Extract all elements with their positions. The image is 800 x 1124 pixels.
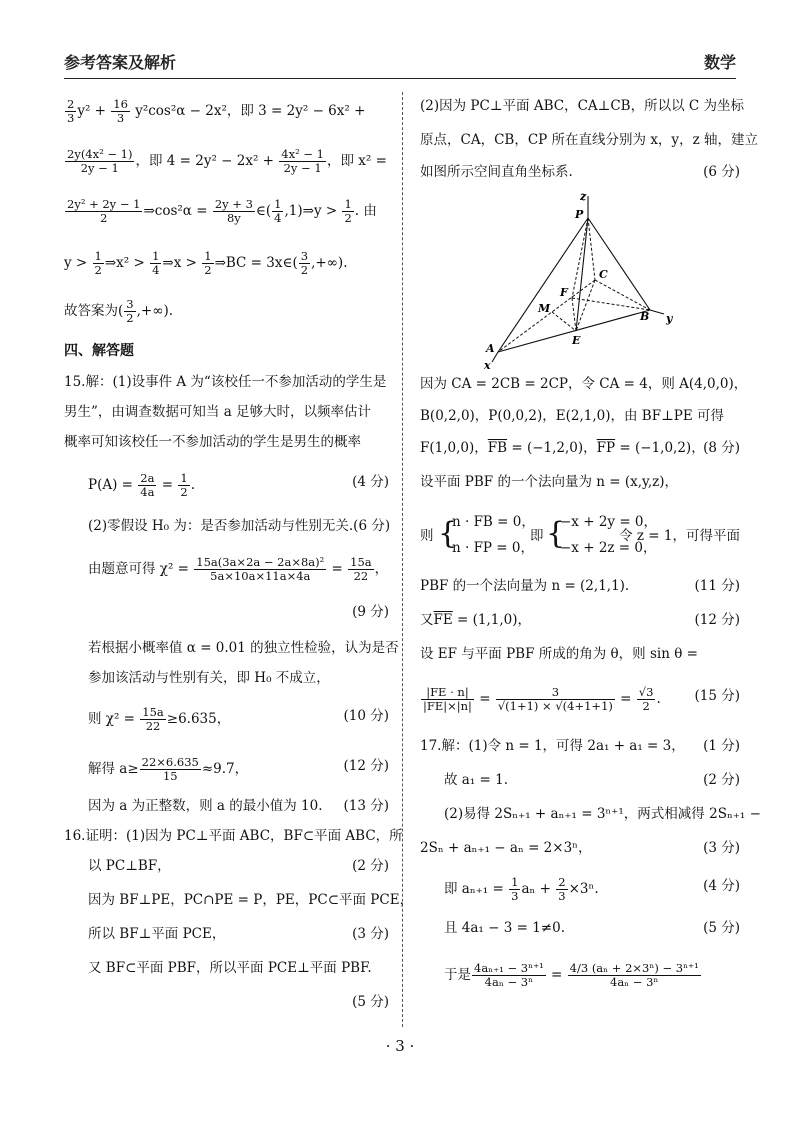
section-heading: 四、解答题 bbox=[64, 343, 134, 359]
score: (1 分) bbox=[703, 738, 740, 754]
frac: $\frac{1}{4}$ bbox=[274, 197, 282, 225]
r-line-7: 设平面 PBF 的一个法向量为 n = (x,y,z)， bbox=[420, 474, 679, 490]
eq-line-1: $\frac{2}{3}$ y² + $\frac{16}{3}$ y²cos²α − 2x²，即 3 = 2y² − 6x² + bbox=[67, 97, 366, 125]
eq-line-3: $\frac{\text{2y² + 2y − 1}}{2}$ ⇒cos²α = $\frac{2y + 3}{8y}$ ∈( $\frac{1}{4}$ ,1)⇒y > $\frac{1}{2}$ . 由 bbox=[67, 197, 377, 225]
frac: $\frac{\text{4/3 (aₙ + 2×3ⁿ) − 3ⁿ⁺¹}}{\text{4aₙ − 3ⁿ}}$ bbox=[569, 961, 699, 989]
frac: $\frac{|FE \cdot n|}{|FE|\times|n|}$ bbox=[423, 685, 472, 713]
score: (9 分) bbox=[352, 604, 389, 620]
frac: $\frac{2}{3}$ bbox=[67, 97, 75, 125]
q15-line-2: 男生”，由调查数据可知当 a 足够大时，以频率估计 bbox=[64, 404, 372, 420]
axis-y bbox=[650, 310, 664, 314]
frac: $\frac{16}{3}$ bbox=[113, 97, 128, 125]
frac: $\frac{22\times 6.635}{15}$ bbox=[141, 755, 199, 783]
r-line-6: F(1,0,0)，$\overline{FB} = (-1,2,0)$，$\overline{FP} = (-1,0,2)$， (8 分) bbox=[420, 440, 740, 456]
frac: $\frac{1}{4}$ bbox=[152, 249, 160, 277]
label-x: x bbox=[484, 359, 491, 372]
r-line-10: 又$\overline{FE} = (1,1,0)$， (12 分) bbox=[420, 612, 740, 628]
label-b: B bbox=[640, 310, 650, 323]
answer-line: 故答案为( $\frac{3}{2}$ ,+∞). bbox=[64, 297, 174, 325]
page-number: · 3 · bbox=[385, 1037, 415, 1055]
score: (4 分) bbox=[703, 878, 740, 894]
q15-line-6: 由题意可得 χ² = $\frac{\text{15a(3a×2a − 2a×8a)²}}{5a\times 10a\times 11a\times 4a}$ = $\frac{15a}{22}$ ， bbox=[88, 555, 389, 583]
page-header bbox=[64, 44, 736, 79]
frac: $\frac{\text{2y(4x² − 1)}}{2y - 1}$ bbox=[67, 147, 133, 175]
r-line-9: PBF 的一个法向量为 n = (2,1,1). (11 分) bbox=[420, 578, 740, 594]
frac: $\frac{\text{2y² + 2y − 1}}{2}$ bbox=[67, 197, 141, 225]
score: (10 分) bbox=[343, 708, 389, 724]
frac: $\frac{\text{4aₙ₊₁ − 3ⁿ⁺¹}}{\text{4aₙ − 3ⁿ}}$ bbox=[474, 961, 544, 989]
r-line-1: (2)因为 PC⊥平面 ABC，CA⊥CB，所以以 C 为坐标 bbox=[420, 98, 744, 114]
eq-line-2: $\frac{\text{2y(4x² − 1)}}{2y - 1}$ ，即 4 = 2y² − 2x² + $\frac{\text{4x² − 1}}{2y - 1}$ ，即 x² = bbox=[67, 147, 387, 175]
q15-line-9: 参加该活动与性别有关，即 H₀ 不成立， bbox=[88, 670, 330, 686]
q16-line-5: 又 BF⊂平面 PBF，所以平面 PCE⊥平面 PBF. bbox=[88, 960, 372, 976]
frac: $\frac{15a}{22}$ bbox=[350, 555, 372, 583]
q17-line-2: 故 a₁ = 1. (2 分) bbox=[444, 772, 740, 788]
r-line-2: 原点，CA，CB，CP 所在直线分别为 x，y，z 轴，建立 bbox=[420, 132, 758, 148]
label-p: P bbox=[575, 208, 584, 221]
label-e: E bbox=[572, 334, 581, 347]
frac: $\frac{1}{2}$ bbox=[204, 249, 212, 277]
r-line-5: B(0,2,0)，P(0,0,2)，E(2,1,0)，由 BF⊥PE 可得 bbox=[420, 408, 725, 424]
q16-line-1: 16.证明：(1)因为 PC⊥平面 ABC，BF⊂平面 ABC，所 bbox=[64, 828, 403, 844]
r-line-11: 设 EF 与平面 PBF 所成的角为 θ，则 sin θ = bbox=[420, 646, 698, 662]
q15-line-5: (2)零假设 H₀ 为：是否参加活动与性别无关.(6 分) bbox=[88, 518, 391, 534]
label-c: C bbox=[599, 268, 608, 281]
frac: $\frac{2y + 3}{8y}$ bbox=[214, 197, 253, 225]
score: (5 分) bbox=[703, 920, 740, 936]
header-subject: 数学 bbox=[703, 52, 736, 72]
q17-line-6: 且 4a₁ − 3 = 1≠0. (5 分) bbox=[444, 920, 740, 936]
q15-line-11: 解得 a≥ $\frac{22\times 6.635}{15}$ ≈9.7， (12 分) bbox=[88, 755, 389, 783]
q15-line-8: 若根据小概率值 α = 0.01 的独立性检验，认为是否 bbox=[88, 640, 399, 656]
frac: $\frac{1}{2}$ bbox=[344, 197, 352, 225]
r-line-12: $\frac{|FE \cdot n|}{|FE|\times|n|}$ = $\frac{3}{√(1+1) \times √(4+1+1)}$ = $\frac{√3}{2}$ . (15 分) bbox=[423, 685, 740, 713]
system-of-equations: 则 { n · FB = 0， n · FP = 0， 即 { −x + 2y = 0， −x + 2z = 0， 令 z = 1，可得平面 bbox=[420, 514, 740, 556]
column-divider bbox=[402, 92, 403, 1027]
frac: $\frac{2}{3}$ bbox=[558, 875, 566, 903]
edge-fe bbox=[572, 298, 576, 331]
q16-line-4: 所以 BF⊥平面 PCE， (3 分) bbox=[88, 926, 389, 942]
edge-me bbox=[552, 312, 576, 331]
score: (2 分) bbox=[703, 772, 740, 788]
edge-pb bbox=[588, 218, 650, 310]
score: (8 分) bbox=[703, 440, 740, 456]
frac: $\frac{√3}{2}$ bbox=[638, 685, 654, 713]
r-line-4: 因为 CA = 2CB = 2CP，令 CA = 4，则 A(4,0,0)， bbox=[420, 376, 748, 392]
q15-line-4: P(A) = $\frac{2a}{4a}$ = $\frac{1}{2}$ . (4 分) bbox=[88, 471, 389, 499]
frac: $\frac{\text{15a(3a×2a − 2a×8a)²}}{5a\times 10a\times 11a\times 4a}$ bbox=[196, 555, 325, 583]
label-a: A bbox=[486, 342, 495, 355]
score: (13 分) bbox=[343, 798, 389, 814]
score: (6 分) bbox=[703, 164, 740, 180]
frac: $\frac{2a}{4a}$ bbox=[140, 471, 155, 499]
r-line-3: 如图所示空间直角坐标系. (6 分) bbox=[420, 164, 740, 180]
frac: $\frac{3}{2}$ bbox=[300, 249, 309, 277]
score: (15 分) bbox=[694, 688, 740, 704]
score: (4 分) bbox=[352, 474, 389, 490]
score: (12 分) bbox=[343, 758, 389, 774]
geometry-figure bbox=[480, 192, 710, 372]
frac: $\frac{1}{2}$ bbox=[180, 471, 188, 499]
q15-line-1: 15.解：(1)设事件 A 为“该校任一不参加活动的学生是 bbox=[64, 374, 387, 390]
edge-fb bbox=[572, 298, 650, 310]
frac: $\frac{\text{4x² − 1}}{2y - 1}$ bbox=[281, 147, 324, 175]
q15-line-12: 因为 a 为正整数，则 a 的最小值为 10. (13 分) bbox=[88, 798, 389, 814]
score: (3 分) bbox=[703, 840, 740, 856]
score: (3 分) bbox=[352, 926, 389, 942]
label-y: y bbox=[666, 312, 673, 325]
score: (12 分) bbox=[694, 612, 740, 628]
edge-pa bbox=[498, 218, 588, 352]
frac: $\frac{1}{2}$ bbox=[94, 249, 102, 277]
q17-line-1: 17.解：(1)令 n = 1，可得 2a₁ + a₁ = 3， (1 分) bbox=[420, 738, 740, 754]
q17-line-5: 即 aₙ₊₁ = $\frac{1}{3}$ aₙ + $\frac{2}{3}$ ×3ⁿ. (4 分) bbox=[444, 875, 740, 903]
q17-line-4: 2Sₙ + aₙ₊₁ − aₙ = 2×3ⁿ， (3 分) bbox=[420, 840, 740, 856]
q17-line-3: (2)易得 2Sₙ₊₁ + aₙ₊₁ = 3ⁿ⁺¹，两式相减得 2Sₙ₊₁ − bbox=[444, 806, 761, 822]
q17-line-7: 于是 $\frac{\text{4aₙ₊₁ − 3ⁿ⁺¹}}{\text{4aₙ − 3ⁿ}}$ = $\frac{\text{4/3 (aₙ + 2×3ⁿ) − 3ⁿ⁺¹}}{\text{4aₙ − 3ⁿ}}$ bbox=[444, 961, 699, 989]
score: (2 分) bbox=[352, 858, 389, 874]
q15-line-3: 概率可知该校任一不参加活动的学生是男生的概率 bbox=[64, 434, 361, 450]
label-f: F bbox=[560, 286, 568, 299]
score: (11 分) bbox=[694, 578, 740, 594]
frac: $\frac{1}{3}$ bbox=[511, 875, 519, 903]
eq-line-4: y > $\frac{1}{2}$ ⇒x² > $\frac{1}{4}$ ⇒x > $\frac{1}{2}$ ⇒BC = 3x∈( $\frac{3}{2}$ ,+∞). bbox=[64, 249, 348, 277]
label-m: M bbox=[538, 302, 551, 315]
frac: $\frac{3}{2}$ bbox=[126, 297, 134, 325]
q16-line-2: 以 PC⊥BF， (2 分) bbox=[88, 858, 389, 874]
frac: $\frac{15a}{22}$ bbox=[142, 705, 164, 733]
header-title: 参考答案及解析 bbox=[64, 52, 177, 72]
q16-line-3: 因为 BF⊥PE，PC∩PE = P，PE，PC⊂平面 PCE， bbox=[88, 892, 414, 908]
q15-line-10: 则 χ² = $\frac{15a}{22}$ ≥6.635， (10 分) bbox=[88, 705, 389, 733]
frac: $\frac{3}{√(1+1) \times √(4+1+1)}$ bbox=[497, 685, 613, 713]
label-z: z bbox=[580, 192, 587, 203]
score: (5 分) bbox=[352, 994, 389, 1010]
